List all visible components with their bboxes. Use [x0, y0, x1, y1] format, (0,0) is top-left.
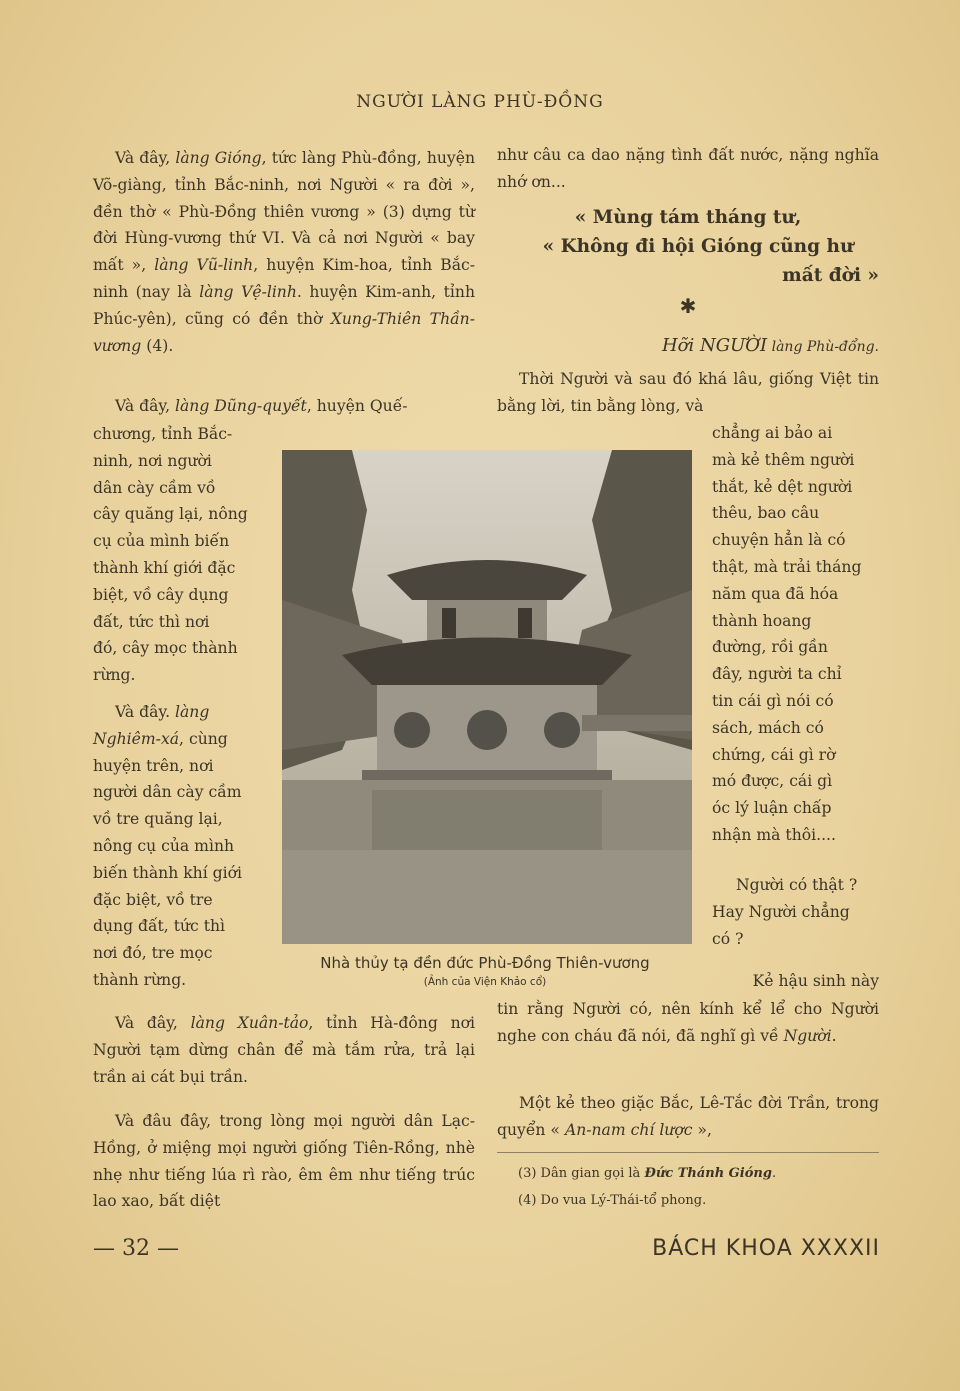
- line: mà kẻ thêm người: [712, 450, 855, 469]
- folk-verse: [497, 203, 879, 290]
- photo-credit: (Ảnh của Viện Khảo cổ): [423, 976, 547, 988]
- line: năm qua đã hóa: [712, 584, 839, 603]
- left-paragraph-2-intro: [93, 393, 475, 420]
- line: nhận mà thôi....: [712, 825, 836, 844]
- line: chẳng ai bảo ai: [712, 424, 833, 442]
- line: có ?: [712, 929, 744, 948]
- text: Và đây,: [115, 397, 176, 415]
- line: chương, tỉnh Bắc-: [93, 425, 233, 443]
- text: , huyện Quế-: [306, 397, 408, 415]
- text: tin rằng Người có, nên kính kể lể cho Người nghe con cháu đã nói, đã nghĩ gì về: [497, 1000, 879, 1045]
- text: Và đây,: [115, 149, 176, 167]
- text: Và đây,: [115, 1014, 191, 1032]
- line: thành khí giới đặc: [93, 558, 236, 577]
- line: ninh, nơi người: [93, 451, 212, 470]
- line: Người có thật ?: [736, 876, 858, 894]
- line: thật, mà trải tháng: [712, 557, 862, 576]
- line: thắt, kẻ dệt người: [712, 477, 853, 496]
- verse-line: « Không đi hội Gióng cũng hư: [542, 236, 854, 257]
- place-name: làng Xuân-tảo: [190, 1014, 309, 1032]
- left-paragraph-3: [93, 699, 268, 994]
- text: , huyện Kim-hoa, tỉnh Bắc-ninh (nay là: [93, 256, 475, 301]
- line: óc lý luận chấp: [712, 799, 832, 818]
- page-number: — 32 —: [93, 1236, 179, 1261]
- text: Một kẻ theo giặc Bắc, Lê-Tắc đời Trần, trong quyển «: [497, 1094, 879, 1139]
- footnote-4: (4) Do vua Lý-Thái-tổ phong.: [518, 1193, 707, 1208]
- text: .: [831, 1026, 837, 1045]
- place-name: làng Vũ-linh: [154, 256, 254, 275]
- left-paragraph-2: [93, 421, 258, 689]
- line: sách, mách có: [712, 718, 824, 737]
- left-paragraph-4: [93, 1010, 475, 1090]
- line: dụng đất, tức thì: [93, 917, 226, 936]
- right-paragraph-4: [497, 996, 879, 1050]
- right-paragraph-4-first: Kẻ hậu sinh này: [752, 972, 879, 990]
- right-paragraph-5: [497, 1090, 879, 1144]
- line: đó, cây mọc thành: [93, 639, 238, 658]
- line: đất, tức thì nơi: [93, 612, 210, 631]
- running-title: NGƯỜI LÀNG PHÙ-ĐỒNG: [356, 92, 604, 112]
- text: làng Phù-đổng.: [767, 339, 879, 355]
- line: cây quăng lại, nông: [93, 505, 248, 524]
- footnote-divider: [497, 1152, 879, 1153]
- line: thêu, bao câu: [712, 504, 820, 523]
- text: Đức Thánh Gióng: [644, 1166, 772, 1181]
- text: Và đâu đây, trong lòng mọi người dân Lạc-Hồng, ở miệng mọi người giống Tiên-Rồng, nhè nhẹ như tiếng lúa rì rào, êm êm như tiếng trúc lao xao, bất diệt: [93, 1112, 475, 1211]
- line: thành rừng.: [93, 970, 187, 989]
- line: nơi đó, tre mọc: [93, 944, 213, 963]
- right-paragraph-1: [497, 142, 879, 196]
- line: thành hoang: [712, 611, 812, 630]
- footnote-3: [518, 1160, 878, 1187]
- text: Hỡi: [661, 335, 700, 356]
- right-paragraph-3: [712, 872, 879, 952]
- star-ornament: ✱: [679, 294, 697, 318]
- text: Thời Người và sau đó khá lâu, giống Việt tin bằng lời, tin bằng lòng, và: [497, 370, 879, 415]
- verse-line: « Mùng tám tháng tư,: [574, 207, 802, 228]
- text: Và đây.: [115, 703, 176, 721]
- line: huyện trên, nơi: [93, 756, 214, 775]
- line: Hay Người chẳng: [712, 902, 850, 921]
- place-name: làng: [175, 703, 210, 721]
- pavilion-photo-illustration: [282, 450, 692, 944]
- line: chứng, cái gì rờ: [712, 745, 836, 764]
- magazine-issue: BÁCH KHOA XXXXII: [652, 1236, 880, 1261]
- invocation: [497, 335, 879, 356]
- text: . huyện Kim-anh, tỉnh Phúc-yên), cũng có đền thờ: [93, 282, 475, 328]
- line: người dân cày cầm: [93, 783, 242, 802]
- right-paragraph-2: [712, 420, 879, 849]
- text: (3) Dân gian gọi là: [518, 1166, 645, 1181]
- temple-name: Xung-Thiên Thần-vương: [93, 309, 475, 355]
- line: cụ của mình biến: [93, 532, 230, 551]
- line: biệt, vồ cây dụng: [93, 585, 229, 604]
- line: biến thành khí giới: [93, 863, 242, 882]
- text: (4).: [141, 336, 174, 355]
- photo-caption: Nhà thủy tạ đền đức Phù-Đồng Thiên-vương: [320, 954, 650, 972]
- line: nông cụ của mình: [93, 836, 235, 855]
- line: rừng.: [93, 666, 136, 685]
- line: mó được, cái gì: [712, 772, 833, 791]
- verse-line: mất đời »: [782, 265, 879, 286]
- temple-photo: [282, 450, 692, 944]
- text: .: [771, 1166, 777, 1181]
- line: tin cái gì nói có: [712, 691, 834, 710]
- right-paragraph-2-top: [497, 366, 879, 420]
- line: chuyện hẳn là có: [712, 531, 846, 550]
- book-title: An-nam chí lược: [564, 1120, 693, 1139]
- line: đây, người ta chỉ: [712, 665, 842, 684]
- text: NGƯỜI: [699, 335, 768, 356]
- text: , tỉnh Hà-đông nơi Người tạm dừng chân để mà tắm rửa, trả lại trần ai cát bụi trần.: [93, 1014, 475, 1086]
- place-name: làng Vệ-linh: [199, 282, 297, 301]
- footnotes: [518, 1160, 878, 1214]
- place-name: làng Gióng: [175, 149, 262, 167]
- text: như câu ca dao nặng tình đất nước, nặng nghĩa nhớ ơn...: [497, 146, 879, 191]
- line: đặc biệt, vồ tre: [93, 890, 213, 909]
- left-paragraph-1: [93, 145, 475, 359]
- left-paragraph-5: [93, 1108, 475, 1215]
- line: vồ tre quăng lại,: [93, 810, 223, 829]
- place-name: làng Dũng-quyết: [175, 397, 307, 415]
- text: Người: [783, 1026, 832, 1045]
- text: »,: [692, 1120, 712, 1139]
- place-name: Nghiêm-xá: [93, 729, 180, 748]
- text: , tức làng Phù-đồng, huyện Võ-giàng, tỉnh Bắc-ninh, nơi Người « ra đời », đền thờ « Phù-Đồng thiên vương » (3) dựng từ đời Hùng-vương thứ VI. Và cả nơi Người « bay mất »,: [93, 149, 475, 275]
- line: đường, rồi gần: [712, 638, 828, 657]
- text: , cùng: [179, 729, 228, 748]
- line: dân cày cầm vồ: [93, 478, 216, 497]
